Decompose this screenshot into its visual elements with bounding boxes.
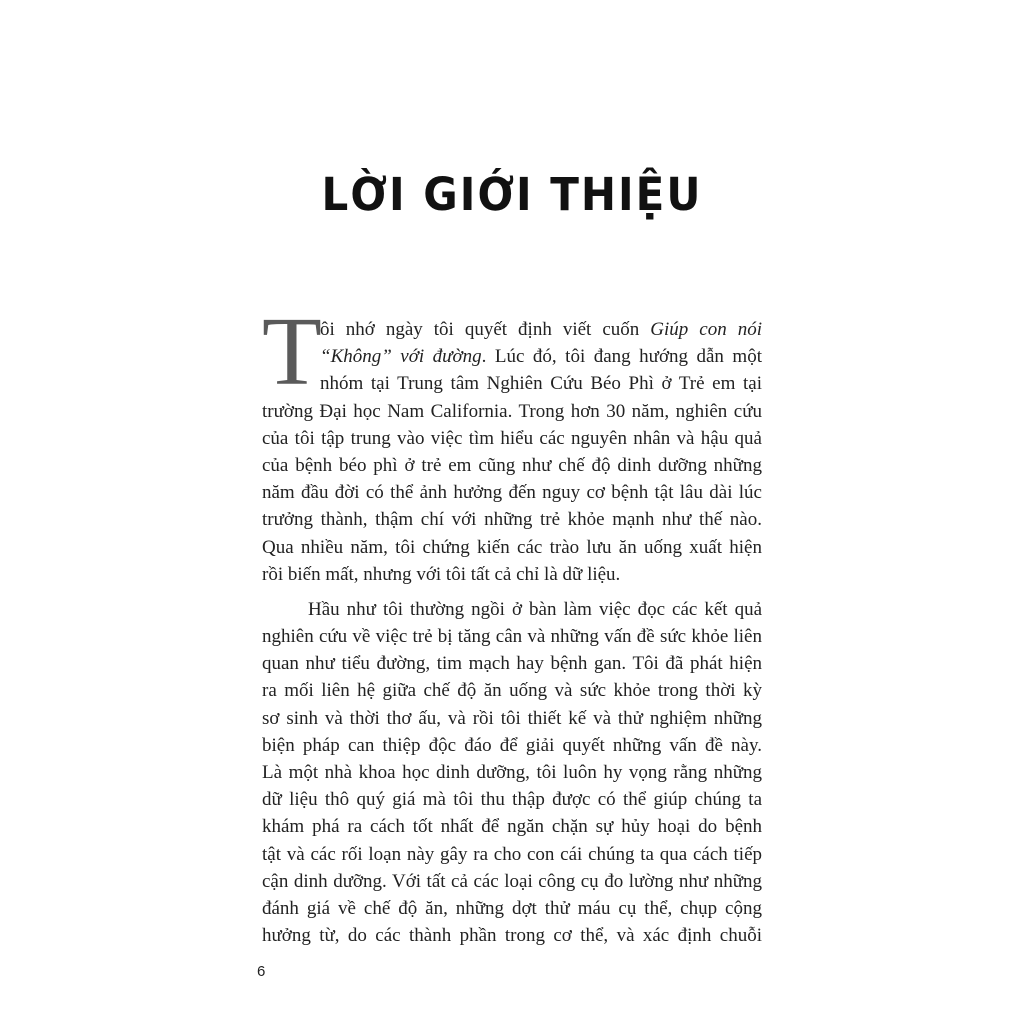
text-line: nghiên cứu về việc trẻ bị tăng cân và những vấn đề sức khỏe liên	[262, 626, 762, 648]
text-line: của bệnh béo phì ở trẻ em cũng như chế độ dinh dưỡng những	[262, 454, 762, 476]
text-line: dữ liệu thô quý giá mà tôi thu thập được có thể giúp chúng ta	[262, 789, 762, 811]
drop-cap: T	[262, 298, 322, 406]
text-line: trường Đại học Nam California. Trong hơn 30 năm, nghiên cứu	[262, 400, 762, 422]
text-line	[262, 316, 762, 343]
text-line: nhóm tại Trung tâm Nghiên Cứu Béo Phì ở Trẻ em tại	[320, 373, 762, 395]
text-line: khám phá ra cách tốt nhất để ngăn chặn sự hủy hoại do bệnh	[262, 816, 762, 838]
text-line: tật và các rối loạn này gây ra cho con cái chúng ta qua cách tiếp	[262, 843, 762, 865]
text-line: ra mối liên hệ giữa chế độ ăn uống và sức khỏe trong thời kỳ	[262, 680, 762, 702]
text-run: . Lúc đó, tôi đang hướng dẫn một	[481, 346, 762, 368]
text-line: rồi biến mất, nhưng với tôi tất cả chỉ là dữ liệu.	[262, 563, 621, 585]
chapter-title: LỜI GIỚI THIỆU	[321, 168, 703, 221]
text-line: biện pháp can thiệp độc đáo để giải quyết những vấn đề này.	[262, 734, 762, 756]
book-title-italic: “Không” với đường	[320, 346, 482, 368]
text-line: Qua nhiều năm, tôi chứng kiến các trào lưu ăn uống xuất hiện	[262, 536, 762, 558]
text-line: sơ sinh và thời thơ ấu, và rồi tôi thiết kế và thử nghiệm những	[262, 707, 762, 729]
page-number: 6	[257, 963, 266, 980]
text-line	[262, 343, 762, 370]
text-line: cận dinh dưỡng. Với tất cả các loại công cụ đo lường như những	[262, 870, 762, 892]
text-line: hưởng từ, do các thành phần trong cơ thể, và xác định chuỗi	[262, 925, 762, 947]
text-line: Là một nhà khoa học dinh dưỡng, tôi luôn hy vọng rằng những	[262, 762, 762, 783]
text-run: ôi nhớ ngày tôi quyết định viết cuốn	[320, 319, 651, 340]
text-line: năm đầu đời có thể ảnh hưởng đến nguy cơ bệnh tật lâu dài lúc	[262, 482, 762, 504]
book-title-italic: Giúp con nói	[650, 319, 763, 340]
text-line: của tôi tập trung vào việc tìm hiểu các nguyên nhân và hậu quả	[262, 427, 762, 449]
body-text	[262, 316, 762, 949]
text-line: trưởng thành, thậm chí với những trẻ khỏe mạnh như thế nào.	[262, 509, 762, 531]
paragraph-gap	[262, 588, 762, 596]
text-line: quan như tiểu đường, tim mạch hay bệnh gan. Tôi đã phát hiện	[262, 653, 762, 675]
text-line: Hầu như tôi thường ngồi ở bàn làm việc đọc các kết quả	[308, 598, 762, 620]
text-line: đánh giá về chế độ ăn, những dợt thử máu cụ thể, chụp cộng	[262, 897, 762, 919]
